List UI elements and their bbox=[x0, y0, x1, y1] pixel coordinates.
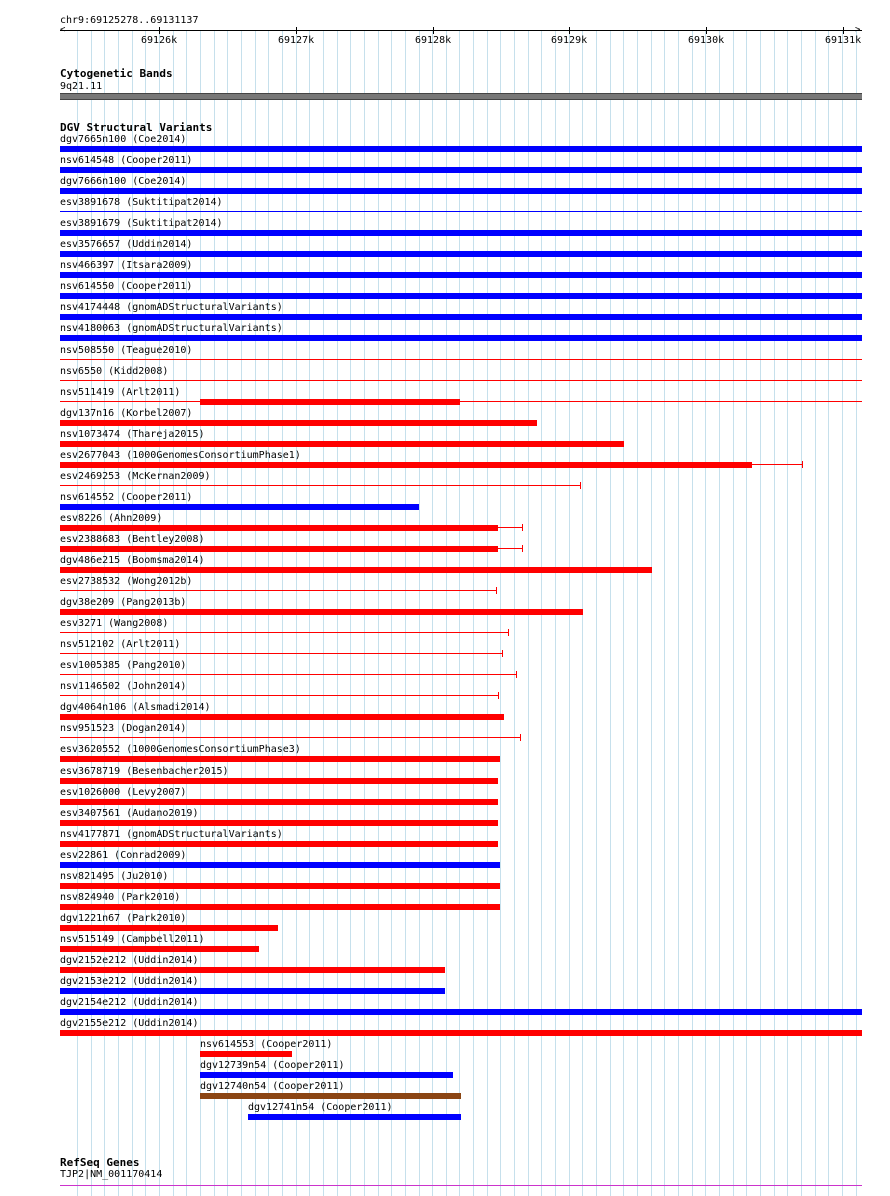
cytoband-label: 9q21.11 bbox=[60, 81, 103, 92]
variant-line[interactable] bbox=[60, 401, 862, 402]
variant-label[interactable]: esv2677043 (1000GenomesConsortiumPhase1) bbox=[60, 450, 301, 461]
variant-label[interactable]: esv2469253 (McKernan2009) bbox=[60, 471, 211, 482]
variant-bar[interactable] bbox=[60, 314, 862, 320]
variant-bar[interactable] bbox=[60, 967, 445, 973]
grid-line bbox=[774, 30, 775, 1196]
cytoband-bar[interactable] bbox=[60, 93, 862, 100]
grid-line bbox=[760, 30, 761, 1196]
variant-label[interactable]: dgv38e209 (Pang2013b) bbox=[60, 597, 187, 608]
variant-label[interactable]: esv2738532 (Wong2012b) bbox=[60, 576, 193, 587]
variant-label[interactable]: nsv466397 (Itsara2009) bbox=[60, 260, 193, 271]
variant-line[interactable] bbox=[60, 359, 862, 360]
ruler-left-arrow: < bbox=[60, 25, 66, 35]
variant-bar[interactable] bbox=[60, 441, 624, 447]
variant-bar[interactable] bbox=[60, 230, 862, 236]
grid-line bbox=[842, 30, 843, 1196]
variant-bar[interactable] bbox=[60, 335, 862, 341]
variant-label[interactable]: esv3407561 (Audano2019) bbox=[60, 808, 199, 819]
variant-label[interactable]: esv3891678 (Suktitipat2014) bbox=[60, 197, 223, 208]
variant-bar[interactable] bbox=[60, 820, 498, 826]
grid-line bbox=[596, 30, 597, 1196]
variant-bar[interactable] bbox=[60, 420, 537, 426]
variant-bar[interactable] bbox=[60, 462, 752, 468]
variant-bar[interactable] bbox=[60, 504, 419, 510]
variant-end-cap bbox=[502, 650, 503, 657]
cytoband-track-title: Cytogenetic Bands bbox=[60, 67, 173, 80]
variant-bar[interactable] bbox=[60, 925, 278, 931]
variant-label[interactable]: nsv4174448 (gnomADStructuralVariants) bbox=[60, 302, 283, 313]
grid-line bbox=[705, 30, 706, 1196]
variant-bar[interactable] bbox=[200, 399, 460, 405]
variant-label[interactable]: nsv4177871 (gnomADStructuralVariants) bbox=[60, 829, 283, 840]
refseq-track-title: RefSeq Genes bbox=[60, 1156, 140, 1169]
variant-bar[interactable] bbox=[60, 167, 862, 173]
ruler-right-arrow: > bbox=[855, 25, 861, 35]
variant-label[interactable]: nsv1146502 (John2014) bbox=[60, 681, 187, 692]
variant-label[interactable]: dgv4064n106 (Alsmadi2014) bbox=[60, 702, 211, 713]
ruler-tick bbox=[159, 27, 160, 34]
ruler-tick bbox=[296, 27, 297, 34]
ruler-tick bbox=[433, 27, 434, 34]
variant-end-cap bbox=[522, 545, 523, 552]
variant-bar[interactable] bbox=[60, 1009, 862, 1015]
grid-line bbox=[664, 30, 665, 1196]
grid-line bbox=[856, 30, 857, 1196]
variant-line[interactable] bbox=[60, 590, 496, 591]
variant-label[interactable]: esv3576657 (Uddin2014) bbox=[60, 239, 193, 250]
variant-label[interactable]: nsv614552 (Cooper2011) bbox=[60, 492, 193, 503]
grid-line bbox=[610, 30, 611, 1196]
variant-label[interactable]: esv1026000 (Levy2007) bbox=[60, 787, 187, 798]
variant-bar[interactable] bbox=[60, 904, 500, 910]
variant-bar[interactable] bbox=[60, 756, 500, 762]
variant-label[interactable]: dgv12741n54 (Cooper2011) bbox=[248, 1102, 393, 1113]
variant-label[interactable]: esv3271 (Wang2008) bbox=[60, 618, 169, 629]
ruler-tick-label: 69128k bbox=[415, 35, 452, 46]
variant-bar[interactable] bbox=[60, 841, 498, 847]
variant-label[interactable]: dgv1221n67 (Park2010) bbox=[60, 913, 187, 924]
grid-line bbox=[651, 30, 652, 1196]
variant-bar[interactable] bbox=[60, 862, 500, 868]
variant-end-cap bbox=[520, 734, 521, 741]
grid-line bbox=[746, 30, 747, 1196]
grid-line bbox=[828, 30, 829, 1196]
variant-bar[interactable] bbox=[60, 609, 583, 615]
variant-line[interactable] bbox=[60, 632, 508, 633]
variant-bar[interactable] bbox=[60, 251, 862, 257]
variant-label[interactable]: nsv4180063 (gnomADStructuralVariants) bbox=[60, 323, 283, 334]
variant-end-cap bbox=[516, 671, 517, 678]
grid-line bbox=[623, 30, 624, 1196]
variant-bar[interactable] bbox=[60, 778, 498, 784]
variant-bar[interactable] bbox=[248, 1114, 461, 1120]
ruler-tick-label: 69130k bbox=[688, 35, 725, 46]
variant-bar[interactable] bbox=[200, 1093, 461, 1099]
variant-bar[interactable] bbox=[60, 714, 504, 720]
grid-line bbox=[719, 30, 720, 1196]
dgv-track-title: DGV Structural Variants bbox=[60, 121, 213, 134]
variant-bar[interactable] bbox=[60, 567, 652, 573]
variant-whisker bbox=[752, 464, 802, 465]
variant-label[interactable]: dgv2154e212 (Uddin2014) bbox=[60, 997, 199, 1008]
variant-label[interactable]: nsv508550 (Teague2010) bbox=[60, 345, 193, 356]
grid-line bbox=[801, 30, 802, 1196]
variant-label[interactable]: esv1005385 (Pang2010) bbox=[60, 660, 187, 671]
variant-bar[interactable] bbox=[60, 1030, 862, 1036]
grid-line bbox=[678, 30, 679, 1196]
variant-label[interactable]: nsv951523 (Dogan2014) bbox=[60, 723, 187, 734]
variant-label[interactable]: esv2388683 (Bentley2008) bbox=[60, 534, 205, 545]
variant-label[interactable]: nsv512102 (Arlt2011) bbox=[60, 639, 181, 650]
variant-label[interactable]: nsv614550 (Cooper2011) bbox=[60, 281, 193, 292]
variant-label[interactable]: dgv2152e212 (Uddin2014) bbox=[60, 955, 199, 966]
variant-whisker bbox=[498, 527, 522, 528]
variant-bar[interactable] bbox=[200, 1051, 292, 1057]
grid-line bbox=[692, 30, 693, 1196]
variant-line[interactable] bbox=[60, 674, 516, 675]
refseq-gene-line[interactable] bbox=[60, 1185, 862, 1186]
variant-whisker bbox=[498, 548, 522, 549]
variant-end-cap bbox=[496, 587, 497, 594]
variant-label[interactable]: nsv821495 (Ju2010) bbox=[60, 871, 169, 882]
variant-bar[interactable] bbox=[60, 946, 259, 952]
variant-end-cap bbox=[508, 629, 509, 636]
variant-bar[interactable] bbox=[60, 546, 498, 552]
variant-line[interactable] bbox=[60, 485, 580, 486]
variant-bar[interactable] bbox=[60, 799, 498, 805]
variant-label[interactable]: nsv511419 (Arlt2011) bbox=[60, 387, 181, 398]
variant-label[interactable]: dgv2155e212 (Uddin2014) bbox=[60, 1018, 199, 1029]
variant-end-cap bbox=[580, 482, 581, 489]
ruler-tick-label: 69127k bbox=[278, 35, 315, 46]
variant-bar[interactable] bbox=[200, 1072, 453, 1078]
variant-label[interactable]: dgv12739n54 (Cooper2011) bbox=[200, 1060, 345, 1071]
variant-label[interactable]: dgv486e215 (Boomsma2014) bbox=[60, 555, 205, 566]
grid-line bbox=[733, 30, 734, 1196]
variant-line[interactable] bbox=[60, 695, 498, 696]
ruler-tick-label: 69129k bbox=[551, 35, 588, 46]
variant-label[interactable]: esv3891679 (Suktitipat2014) bbox=[60, 218, 223, 229]
ruler-tick bbox=[706, 27, 707, 34]
variant-label[interactable]: esv3678719 (Besenbacher2015) bbox=[60, 766, 229, 777]
ruler-tick bbox=[843, 27, 844, 34]
variant-bar[interactable] bbox=[60, 293, 862, 299]
grid-line bbox=[787, 30, 788, 1196]
variant-label[interactable]: dgv7665n100 (Coe2014) bbox=[60, 134, 187, 145]
grid-line bbox=[637, 30, 638, 1196]
variant-label[interactable]: dgv7666n100 (Coe2014) bbox=[60, 176, 187, 187]
variant-label[interactable]: nsv515149 (Campbell2011) bbox=[60, 934, 205, 945]
variant-end-cap bbox=[522, 524, 523, 531]
variant-label[interactable]: nsv1073474 (Thareja2015) bbox=[60, 429, 205, 440]
variant-line[interactable] bbox=[60, 380, 862, 381]
ruler-axis bbox=[60, 30, 862, 31]
variant-label[interactable]: dgv12740n54 (Cooper2011) bbox=[200, 1081, 345, 1092]
variant-label[interactable]: esv22861 (Conrad2009) bbox=[60, 850, 187, 861]
variant-label[interactable]: esv8226 (Ahn2009) bbox=[60, 513, 163, 524]
grid-line bbox=[815, 30, 816, 1196]
variant-bar[interactable] bbox=[60, 146, 862, 152]
variant-label[interactable]: nsv614548 (Cooper2011) bbox=[60, 155, 193, 166]
variant-bar[interactable] bbox=[60, 883, 500, 889]
variant-end-cap bbox=[802, 461, 803, 468]
ruler-tick bbox=[569, 27, 570, 34]
variant-line[interactable] bbox=[60, 737, 520, 738]
variant-bar[interactable] bbox=[60, 988, 445, 994]
variant-bar[interactable] bbox=[60, 272, 862, 278]
variant-line[interactable] bbox=[60, 653, 502, 654]
variant-end-cap bbox=[498, 692, 499, 699]
refseq-gene-label: TJP2|NM_001170414 bbox=[60, 1169, 163, 1180]
variant-label[interactable]: dgv2153e212 (Uddin2014) bbox=[60, 976, 199, 987]
variant-bar[interactable] bbox=[60, 188, 862, 194]
variant-label[interactable]: nsv614553 (Cooper2011) bbox=[200, 1039, 333, 1050]
region-label: chr9:69125278..69131137 bbox=[60, 15, 199, 26]
variant-bar[interactable] bbox=[60, 525, 498, 531]
ruler-tick-label: 69131k bbox=[825, 35, 862, 46]
variant-line[interactable] bbox=[60, 211, 862, 212]
variant-label[interactable]: nsv824940 (Park2010) bbox=[60, 892, 181, 903]
ruler-tick-label: 69126k bbox=[141, 35, 178, 46]
variant-label[interactable]: esv3620552 (1000GenomesConsortiumPhase3) bbox=[60, 744, 301, 755]
variant-label[interactable]: nsv6550 (Kidd2008) bbox=[60, 366, 169, 377]
variant-label[interactable]: dgv137n16 (Korbel2007) bbox=[60, 408, 193, 419]
